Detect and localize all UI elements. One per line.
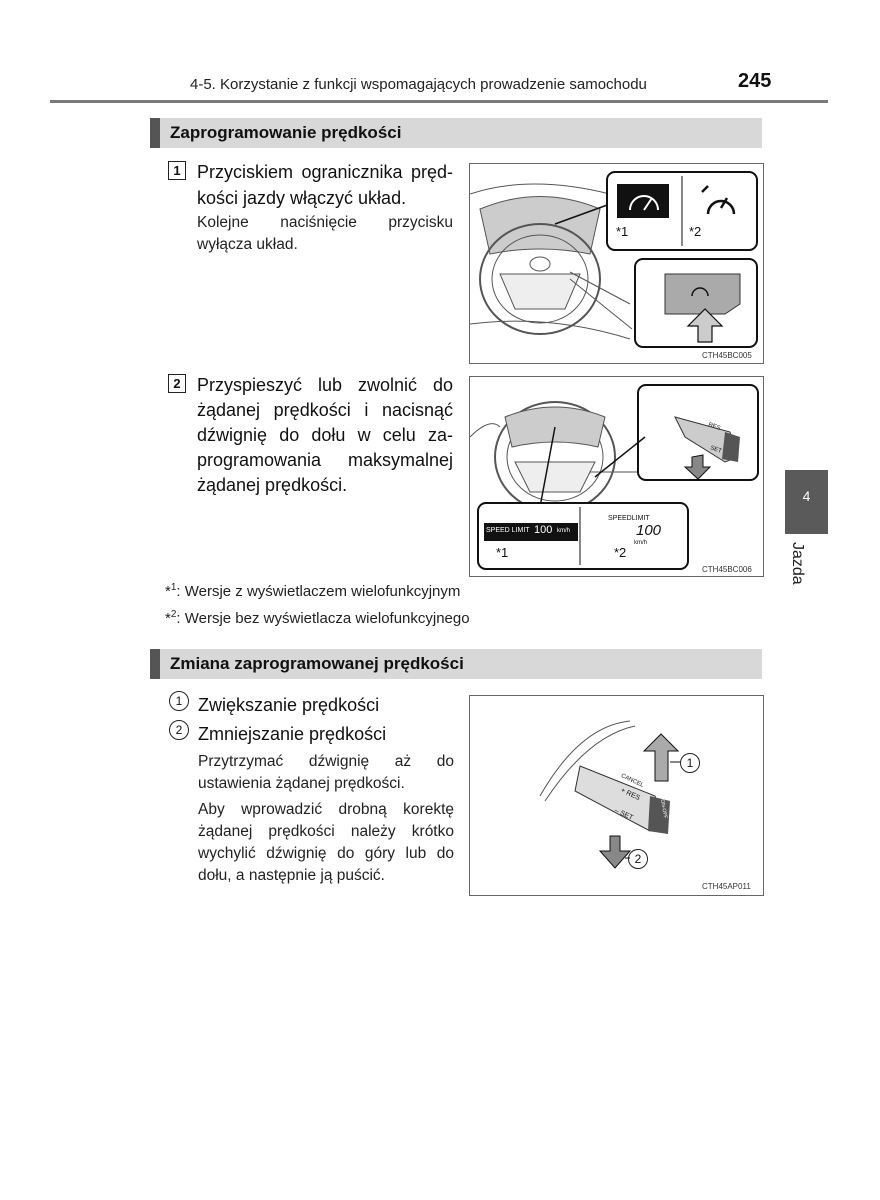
section-title: Zmiana zaprogramowanej prędkości — [170, 654, 464, 673]
lever-res-label: RES — [707, 422, 721, 432]
lever-set-label: SET — [709, 445, 723, 455]
lever-illustration — [470, 696, 763, 895]
page-header-title: 4-5. Korzystanie z funkcji wspomagających prowadzenie samochodu — [190, 76, 647, 93]
dashboard-illustration — [470, 164, 763, 363]
footnote — [165, 609, 470, 627]
figure-speed-limiter-button — [469, 163, 764, 364]
footnote-mark: * — [165, 610, 171, 627]
chapter-number: 4 — [802, 488, 811, 504]
figure-lever-adjust — [469, 695, 764, 896]
figure-code: CTH45AP011 — [702, 882, 751, 891]
paragraph-line: żądanej prędkości należy krótko — [198, 823, 454, 840]
step-line: programowania maksymalnej — [197, 450, 453, 470]
footnote-mark: * — [165, 583, 171, 600]
item-number: 1 — [169, 691, 189, 711]
chapter-tab — [785, 470, 828, 534]
paragraph-line: Aby wprowadzić drobną korektę — [198, 801, 454, 818]
paragraph-line: ustawienia żądanej prędkości. — [198, 775, 405, 792]
callout-2: 2 — [628, 849, 648, 869]
paragraph-line: wychylić dźwignię do góry lub do — [198, 845, 454, 862]
step-subtext: Kolejne naciśnięcie przycisku — [197, 214, 453, 231]
figure-code: CTH45BC005 — [702, 351, 752, 360]
footnote-text: : Wersje bez wyświetlacza wielofunkcyjnego — [176, 610, 470, 627]
figure-speed-set-lever — [469, 376, 764, 577]
step-number: 2 — [168, 374, 186, 393]
figure-label: *2 — [614, 545, 627, 560]
figure-label: *1 — [496, 545, 509, 560]
paragraph-line: dołu, a następnie ją puścić. — [198, 867, 385, 884]
step-line: żądanej prędkości i nacisnąć — [197, 400, 453, 420]
display-speedlimit-unit: km/h — [634, 540, 648, 546]
step-subtext: wyłącza układ. — [197, 236, 298, 253]
footnote-text: : Wersje z wyświetlaczem wielofunkcyjnym — [176, 583, 461, 600]
step-text — [197, 159, 453, 185]
lever-cancel-label: CANCEL — [619, 773, 645, 789]
callout-1: 1 — [680, 753, 700, 773]
step-line: Przyciskiem ogranicznika pręd- — [197, 162, 453, 182]
footnote-sup: 2 — [170, 609, 177, 620]
page-number: 245 — [738, 70, 772, 92]
section-heading — [150, 118, 762, 148]
step-line: Przyspieszyć lub zwolnić do — [197, 375, 453, 395]
display-speed-value: 100 — [534, 524, 553, 536]
display-speed-unit: km/h — [557, 528, 571, 534]
figure-label: *1 — [616, 224, 629, 239]
chapter-label: Jazda — [789, 542, 806, 585]
display-speedlimit-title: SPEEDLIMIT — [608, 515, 650, 522]
lever-onoff-label: ON-OFF — [658, 799, 669, 819]
display-speed-limit-label: SPEED LIMIT — [486, 527, 530, 534]
footnote — [165, 582, 460, 600]
header-rule — [50, 100, 828, 103]
item-text: Zmniejszanie prędkości — [198, 724, 387, 744]
lever-set-label: – SET — [613, 807, 635, 822]
item-text: Zwiększanie prędkości — [198, 695, 380, 715]
display-speedlimit-value: 100 — [636, 522, 662, 539]
section-heading — [150, 649, 762, 679]
figure-code: CTH45BC006 — [702, 565, 752, 574]
item-number: 2 — [169, 720, 189, 740]
footnote-sup: 1 — [170, 582, 177, 593]
figure-label: *2 — [689, 224, 702, 239]
step-text — [197, 185, 453, 211]
section-title: Zaprogramowanie prędkości — [170, 123, 402, 142]
step-line: dźwignię do dołu w celu za- — [197, 425, 453, 445]
step-line: kości jazdy włączyć układ. — [197, 188, 407, 208]
step-line: żądanej prędkości. — [197, 475, 348, 495]
lever-res-label: + RES — [619, 787, 641, 802]
paragraph-line: Przytrzymać dźwignię aż do — [198, 753, 454, 770]
step-number: 1 — [168, 161, 186, 180]
